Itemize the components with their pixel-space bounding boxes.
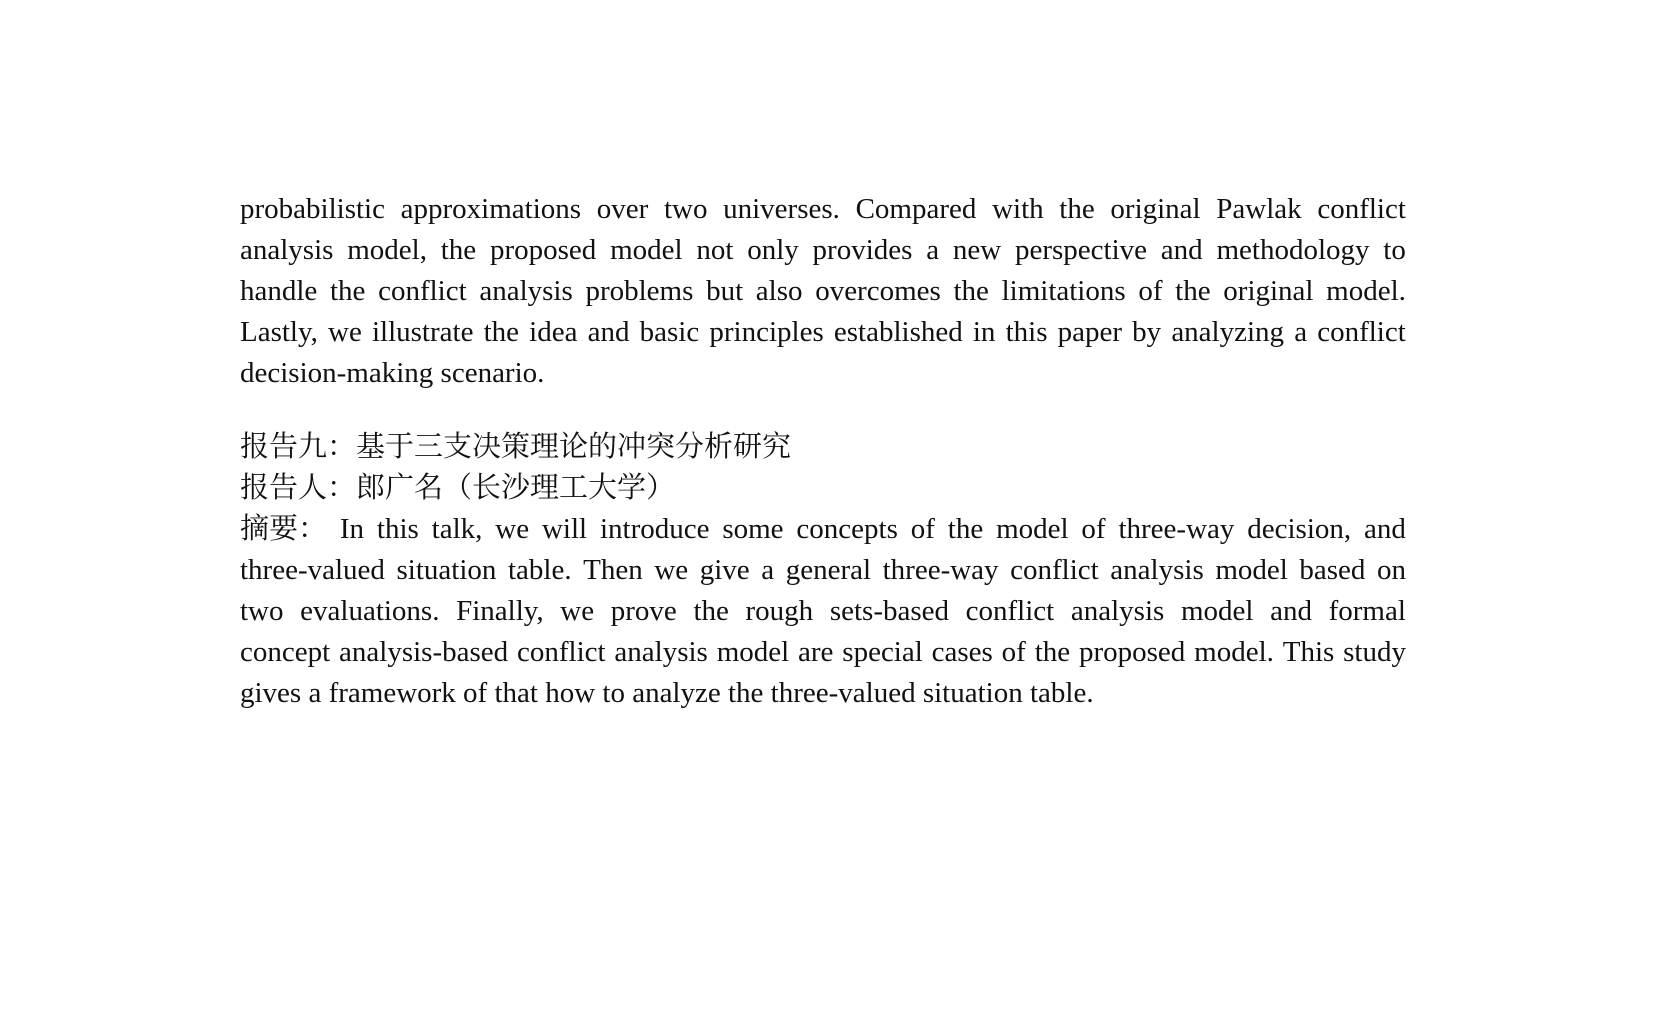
paragraph-line: probabilistic approximations over two universes. Compared with the original Pawlak conflict: [240, 193, 1406, 225]
report-speaker: 报告人：郎广名（长沙理工大学）: [240, 472, 676, 504]
paragraph-line: analysis model, the proposed model not only provides a new perspective and methodology to: [240, 234, 1406, 266]
paragraph-last-line: decision-making scenario.: [240, 357, 545, 389]
abstract-line: 摘要： In this talk, we will introduce some concepts of the model of three-way decision, and: [240, 513, 1406, 545]
abstract-line: three-valued situation table. Then we give a general three-way conflict analysis model based on: [240, 554, 1406, 586]
report-title: 报告九：基于三支决策理论的冲突分析研究: [240, 431, 792, 463]
abstract-last-line: gives a framework of that how to analyze the three-valued situation table.: [240, 677, 1094, 709]
abstract-line: two evaluations. Finally, we prove the rough sets-based conflict analysis model and formal: [240, 595, 1406, 627]
paragraph-gap: [240, 394, 1406, 427]
paragraph-line: handle the conflict analysis problems but also overcomes the limitations of the original model.: [240, 275, 1406, 307]
abstract-line: concept analysis-based conflict analysis model are special cases of the proposed model. This study: [240, 636, 1406, 668]
paragraph-line: Lastly, we illustrate the idea and basic principles established in this paper by analyzing a conflict: [240, 316, 1406, 348]
document-text-block: [240, 189, 1406, 714]
